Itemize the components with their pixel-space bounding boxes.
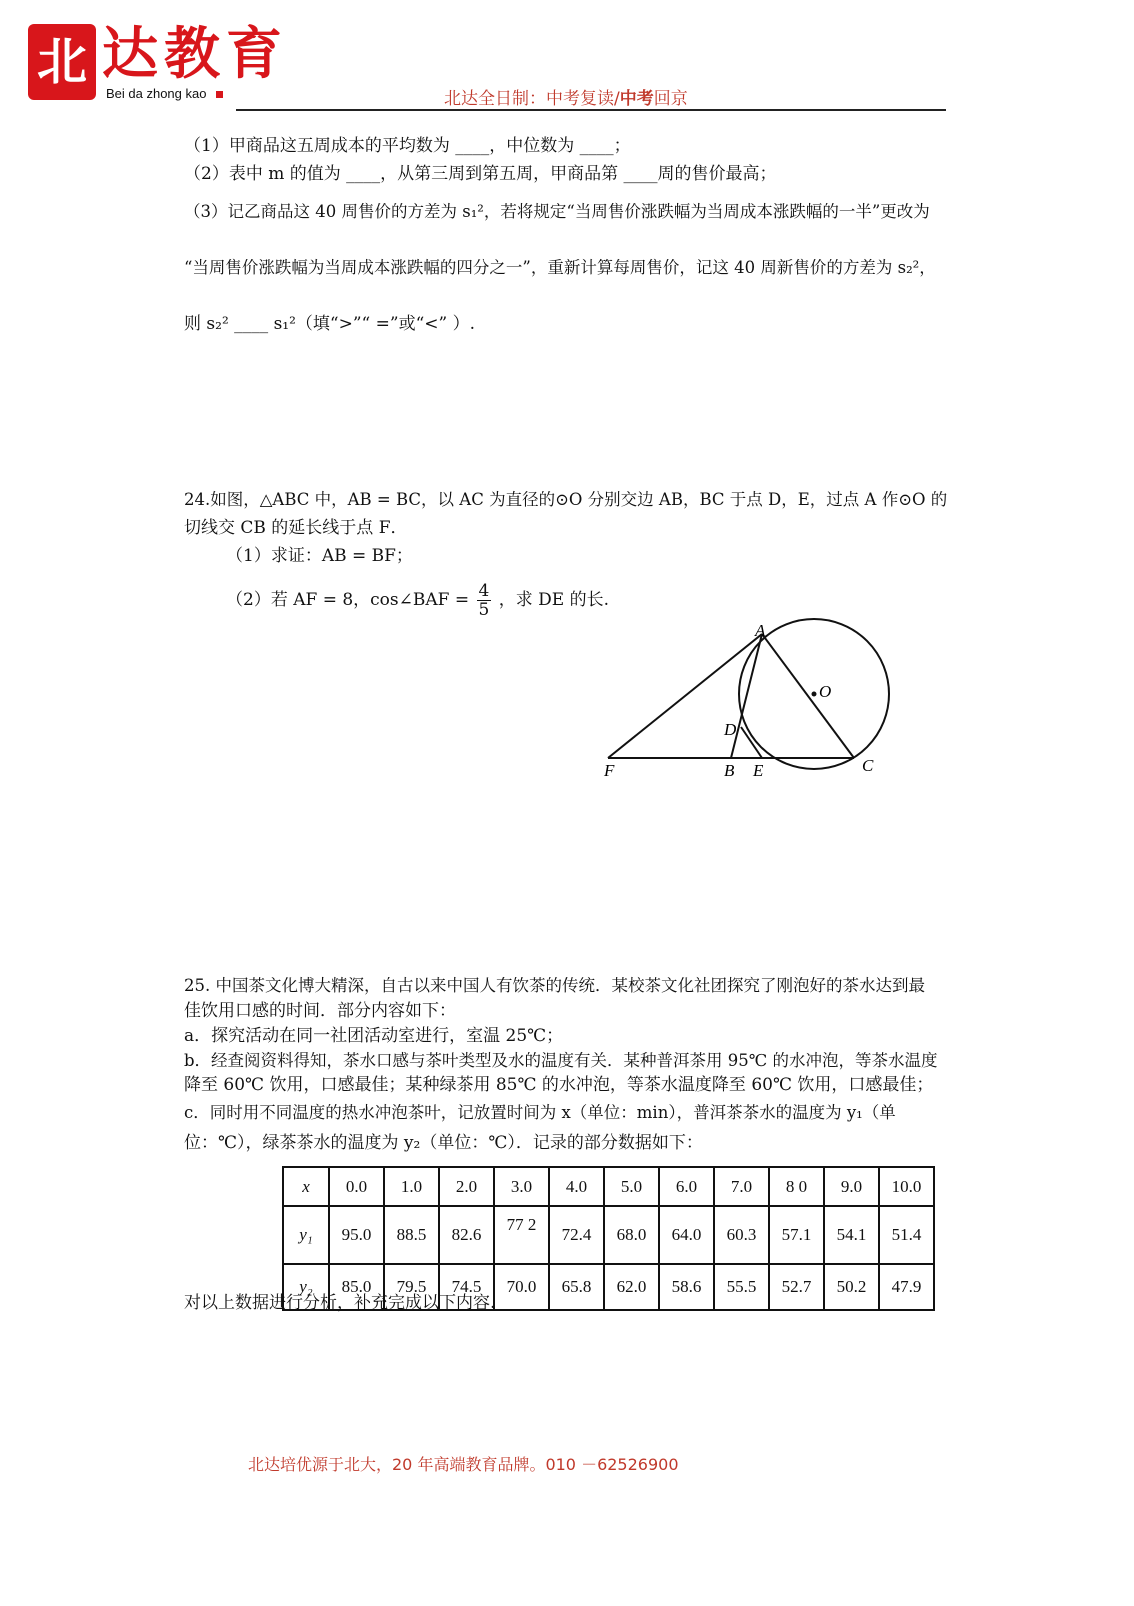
label-b: B — [724, 761, 735, 780]
q24-part2 — [226, 582, 609, 619]
table-cell: 77 2 — [494, 1206, 549, 1264]
q25-item-c-line2: 位：℃），绿茶茶水的温度为 y₂（单位：℃）．记录的部分数据如下： — [184, 1133, 703, 1153]
fraction — [477, 582, 492, 619]
table-cell: 1.0 — [384, 1167, 439, 1206]
label-c: C — [862, 756, 874, 775]
header-rule — [236, 109, 946, 111]
label-f: F — [604, 761, 615, 780]
q25-closing: 对以上数据进行分析，补充完成以下内容. — [184, 1293, 496, 1313]
center-point — [812, 692, 817, 697]
table-cell: 5.0 — [604, 1167, 659, 1206]
table-cell: 95.0 — [329, 1206, 384, 1264]
table-cell: 0.0 — [329, 1167, 384, 1206]
q25-item-a: a．探究活动在同一社团活动室进行，室温 25℃； — [184, 1026, 564, 1046]
segment-ac — [762, 634, 854, 758]
header-slogan — [444, 84, 688, 109]
data-table — [282, 1166, 935, 1311]
table-cell: 70.0 — [494, 1264, 549, 1310]
logo-title: 达教育 — [102, 21, 288, 87]
table-cell: 64.0 — [659, 1206, 714, 1264]
q23-part2: （2）表中 m 的值为 ____，从第三周到第五周，甲商品第 ____周的售价最高； — [184, 164, 777, 184]
q23-part1: （1）甲商品这五周成本的平均数为 ____，中位数为 ____； — [184, 136, 631, 156]
table-cell: 10.0 — [879, 1167, 934, 1206]
table-cell: 7.0 — [714, 1167, 769, 1206]
table-cell: 74.5 — [439, 1264, 494, 1310]
table-cell: 6.0 — [659, 1167, 714, 1206]
table-cell: 54.1 — [824, 1206, 879, 1264]
table-cell: 62.0 — [604, 1264, 659, 1310]
q25-stem-line2: 佳饮用口感的时间．部分内容如下： — [184, 1001, 456, 1021]
table-cell: 68.0 — [604, 1206, 659, 1264]
logo-dot — [216, 91, 223, 98]
table-cell: 60.3 — [714, 1206, 769, 1264]
q25-item-b-line2: 降至 60℃ 饮用，口感最佳；某种绿茶用 85℃ 的水冲泡，等茶水温度降至 60℃ 饮用，口感最佳； — [184, 1075, 934, 1095]
fraction-denominator: 5 — [478, 600, 490, 620]
table-cell: 4.0 — [549, 1167, 604, 1206]
logo-mark: 北 — [28, 24, 96, 100]
table-cell: 82.6 — [439, 1206, 494, 1264]
table-cell: 79.5 — [384, 1264, 439, 1310]
table-cell: 72.4 — [549, 1206, 604, 1264]
logo-pinyin: Bei da zhong kao — [106, 86, 207, 101]
table-cell: 57.1 — [769, 1206, 824, 1264]
segment-de — [741, 727, 762, 758]
table-cell: 47.9 — [879, 1264, 934, 1310]
label-d: D — [724, 720, 737, 739]
q25-item-b-line1: b．经查阅资料得知，茶水口感与茶叶类型及水的温度有关．某种普洱茶用 95℃ 的水冲泡，等茶水温度 — [184, 1051, 938, 1070]
table-cell: y₂ — [283, 1264, 329, 1310]
footer-slogan: 北达培优源于北大，20 年高端教育品牌。010 －62526900 — [248, 1455, 679, 1474]
q24-part1: （1）求证：AB = BF； — [226, 546, 413, 566]
table-cell: 8 0 — [769, 1167, 824, 1206]
q24-stem-line1: 24.如图，△ABC 中，AB = BC，以 AC 为直径的⊙O 分别交边 AB，BC 于点 D，E，过点 A 作⊙O 的 — [184, 490, 948, 509]
label-a: A — [755, 621, 766, 640]
table-cell: y₁ — [283, 1206, 329, 1264]
table-cell: x — [283, 1167, 329, 1206]
q23-part3-line2: “当周售价涨跌幅为当周成本涨跌幅的四分之一”，重新计算每周售价，记这 40 周新售价的方差为 s₂²， — [184, 258, 936, 277]
slogan-part-b: 中考 — [619, 89, 654, 109]
q23-part3-line1: （3）记乙商品这 40 周售价的方差为 s₁²，若将规定“当周售价涨跌幅为当周成本涨跌幅的一半”更改为 — [184, 202, 930, 221]
table-cell: 50.2 — [824, 1264, 879, 1310]
table-cell: 85.0 — [329, 1264, 384, 1310]
segment-ab — [731, 634, 762, 758]
table-cell: 65.8 — [549, 1264, 604, 1310]
slogan-part-c: 回京 — [653, 89, 688, 109]
geometry-figure — [590, 615, 910, 795]
q23-part3-line3: 则 s₂² ____ s₁²（填“>”“ =”或“<” ）. — [184, 314, 476, 334]
table-cell: 3.0 — [494, 1167, 549, 1206]
table-cell: 58.6 — [659, 1264, 714, 1310]
q24-stem-line2: 切线交 CB 的延长线于点 F． — [184, 518, 408, 538]
q25-item-c-line1: c．同时用不同温度的热水冲泡茶叶，记放置时间为 x（单位：min），普洱茶茶水的温度为 y₁（单 — [184, 1103, 896, 1122]
table-cell: 88.5 — [384, 1206, 439, 1264]
table-cell: 52.7 — [769, 1264, 824, 1310]
table-row — [283, 1167, 934, 1206]
table-cell: 55.5 — [714, 1264, 769, 1310]
label-e: E — [753, 761, 764, 780]
table-row — [283, 1206, 934, 1264]
table-cell: 51.4 — [879, 1206, 934, 1264]
q25-stem-line1: 25. 中国茶文化博大精深，自古以来中国人有饮茶的传统．某校茶文化社团探究了刚泡好的茶水达到最 — [184, 976, 925, 995]
slogan-part-a: 北达全日制：中考复读/ — [444, 89, 620, 109]
q24-part2-tail: ，求 DE 的长. — [498, 590, 610, 610]
q24-part2-text: （2）若 AF = 8，cos∠BAF = — [226, 590, 470, 610]
table-cell: 2.0 — [439, 1167, 494, 1206]
fraction-numerator: 4 — [478, 581, 490, 601]
label-o: O — [819, 682, 832, 701]
table-cell: 9.0 — [824, 1167, 879, 1206]
